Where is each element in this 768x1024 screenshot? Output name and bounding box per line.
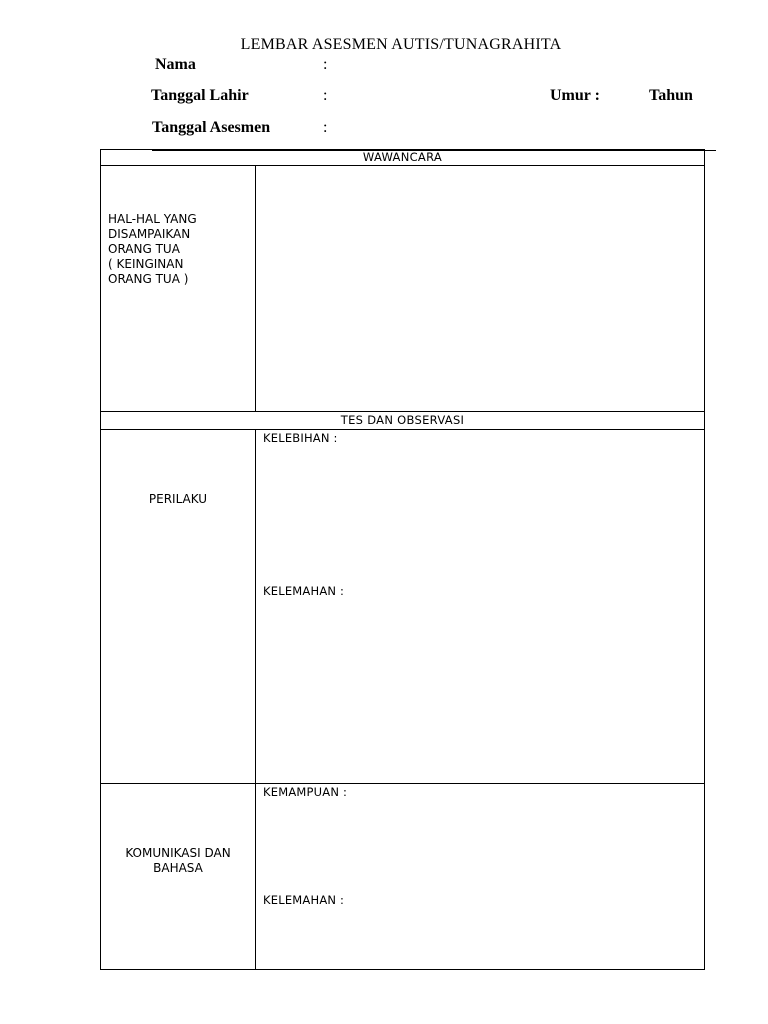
tanggal-lahir-label: Tanggal Lahir [151, 87, 249, 104]
umur-input[interactable] [606, 87, 644, 107]
row-label-line: ORANG TUA [108, 242, 180, 256]
row-label-perilaku: PERILAKU [148, 492, 208, 506]
tanggal-lahir-input[interactable] [335, 87, 535, 107]
nama-input[interactable] [335, 56, 695, 76]
row-label-line: BAHASA [153, 861, 203, 875]
komunikasi-kelemahan-answer[interactable] [257, 909, 703, 967]
nama-colon: : [323, 56, 328, 73]
document-title: LEMBAR ASESMEN AUTIS/TUNAGRAHITA [240, 36, 562, 53]
row-label-line: HAL-HAL YANG [108, 212, 197, 226]
komunikasi-kemampuan-answer[interactable] [257, 801, 703, 887]
tanggal-asesmen-colon: : [323, 119, 328, 136]
row-label-line: DISAMPAIKAN [108, 227, 191, 241]
umur-label: Umur : [550, 87, 600, 104]
nama-label: Nama [155, 56, 196, 73]
row-label-line: ( KEINGINAN [108, 257, 184, 271]
perilaku-kelebihan-answer[interactable] [257, 447, 703, 577]
divider [100, 783, 705, 784]
wawancara-answer-area[interactable] [257, 167, 703, 410]
kelemahan-label: KELEMAHAN : [263, 584, 345, 598]
column-divider [255, 165, 256, 411]
tanggal-lahir-colon: : [323, 87, 328, 104]
divider [100, 165, 705, 166]
section-title-tes-observasi: TES DAN OBSERVASI [340, 413, 465, 427]
divider [100, 411, 705, 412]
column-divider [255, 429, 256, 970]
tanggal-asesmen-label: Tanggal Asesmen [152, 119, 271, 136]
row-label-line: KOMUNIKASI DAN [125, 846, 231, 860]
row-label-hal-hal [108, 212, 197, 287]
kemampuan-label: KEMAMPUAN : [263, 785, 348, 799]
tanggal-asesmen-input[interactable] [335, 119, 695, 139]
perilaku-kelemahan-answer[interactable] [257, 600, 703, 780]
kelebihan-label: KELEBIHAN : [263, 431, 338, 445]
tahun-label: Tahun [649, 87, 693, 104]
divider [100, 429, 705, 430]
section-title-wawancara: WAWANCARA [362, 150, 443, 164]
row-label-komunikasi [101, 846, 255, 876]
kelemahan-label: KELEMAHAN : [263, 893, 345, 907]
row-label-line: ORANG TUA ) [108, 272, 189, 286]
